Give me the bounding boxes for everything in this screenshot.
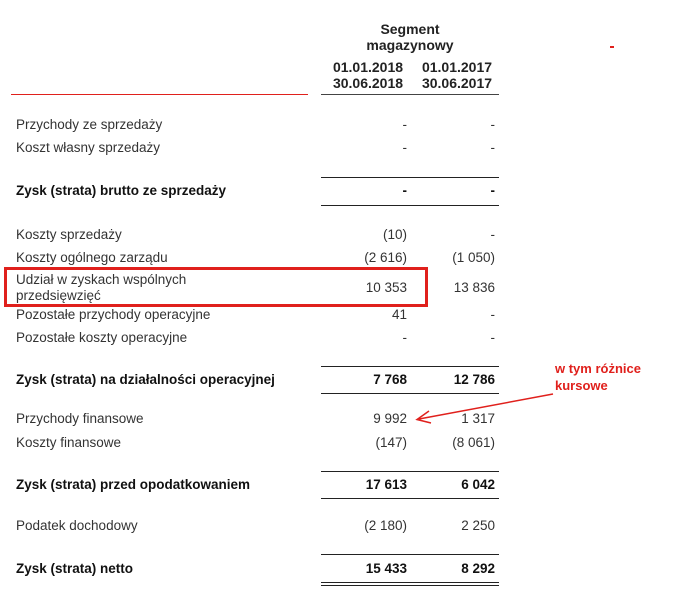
row-value-2018: (147)	[375, 435, 407, 450]
annotation-line1: w tym różnice	[555, 361, 641, 376]
annotation-note	[555, 360, 641, 394]
row-value-2017: -	[490, 117, 495, 132]
row-label-pozostale-koszty: Pozostałe koszty operacyjne	[16, 330, 188, 345]
row-value-2018: -	[402, 330, 407, 345]
row-label-podatek: Podatek dochodowy	[16, 518, 138, 533]
row-label-zysk-operacyjny: Zysk (strata) na działalności operacyjnej	[16, 372, 275, 387]
row-label-zysk-brutto: Zysk (strata) brutto ze sprzedaży	[16, 183, 227, 198]
rule-below-opodatkowaniem	[321, 498, 499, 499]
rule-below-netto-2	[321, 585, 499, 586]
annotation-arrow-icon	[405, 390, 565, 430]
row-value-2018: (10)	[382, 227, 407, 242]
row-value-2017: 2 250	[461, 518, 495, 533]
segment-title	[340, 21, 480, 53]
row-value-2017: 6 042	[461, 477, 495, 492]
rule-above-operacyjnej	[321, 366, 499, 367]
row-value-2018: (2 180)	[364, 518, 407, 533]
row-value-2017: -	[490, 227, 495, 242]
rule-above-netto	[321, 554, 499, 555]
segment-title-line1: Segment	[380, 21, 440, 37]
row-label-udzial-line2: przedsięwzięć	[16, 288, 101, 303]
row-value-2017: -	[490, 307, 495, 322]
row-value-2018: -	[402, 140, 407, 155]
row-label-koszt-wlasny: Koszt własny sprzedaży	[16, 140, 161, 155]
segment-title-line2: magazynowy	[366, 37, 454, 53]
row-value-2018: (2 616)	[364, 250, 407, 265]
period-2017-end: 30.06.2017	[421, 75, 493, 91]
row-value-2018: 10 353	[365, 280, 407, 295]
header-rule-dark	[321, 94, 499, 95]
row-label-zysk-netto: Zysk (strata) netto	[16, 561, 134, 576]
period-header-2018	[327, 59, 409, 91]
period-2018-end: 30.06.2018	[332, 75, 404, 91]
row-value-2017: -	[490, 183, 495, 198]
period-header-2017	[416, 59, 498, 91]
row-value-2017: 1 317	[461, 411, 495, 426]
row-label-koszty-zarzadu: Koszty ogólnego zarządu	[16, 250, 168, 265]
row-value-2018: 15 433	[365, 561, 407, 576]
header-rule-red	[11, 94, 308, 95]
rule-below-brutto	[321, 205, 499, 206]
rule-above-brutto	[321, 177, 499, 178]
row-value-2017: -	[490, 140, 495, 155]
row-value-2017: 12 786	[453, 372, 495, 387]
row-value-2018: 7 768	[373, 372, 407, 387]
row-value-2018: -	[402, 117, 407, 132]
row-value-2017: (1 050)	[452, 250, 495, 265]
rule-above-opodatkowaniem	[321, 471, 499, 472]
red-dot-mark	[610, 46, 614, 48]
annotation-line2: kursowe	[555, 378, 608, 393]
row-value-2017: -	[490, 330, 495, 345]
row-value-2017: 13 836	[453, 280, 495, 295]
row-label-pozostale-przychody: Pozostałe przychody operacyjne	[16, 307, 211, 322]
period-2018-start: 01.01.2018	[332, 59, 404, 75]
row-label-udzial-line1: Udział w zyskach wspólnych	[16, 272, 187, 287]
period-2017-start: 01.01.2017	[421, 59, 493, 75]
row-value-2018: 41	[391, 307, 407, 322]
row-value-2017: 8 292	[461, 561, 495, 576]
row-value-2018: -	[402, 183, 407, 198]
row-value-2018: 9 992	[373, 411, 407, 426]
row-label-koszty-sprzedazy: Koszty sprzedaży	[16, 227, 122, 242]
row-label-przychody-finansowe: Przychody finansowe	[16, 411, 144, 426]
row-label-koszty-finansowe: Koszty finansowe	[16, 435, 122, 450]
row-value-2018: 17 613	[365, 477, 407, 492]
row-label-zysk-przed-opodatkowaniem: Zysk (strata) przed opodatkowaniem	[16, 477, 251, 492]
rule-below-netto-1	[321, 582, 499, 583]
row-label-przychody-sprzedazy: Przychody ze sprzedaży	[16, 117, 163, 132]
row-value-2017: (8 061)	[452, 435, 495, 450]
